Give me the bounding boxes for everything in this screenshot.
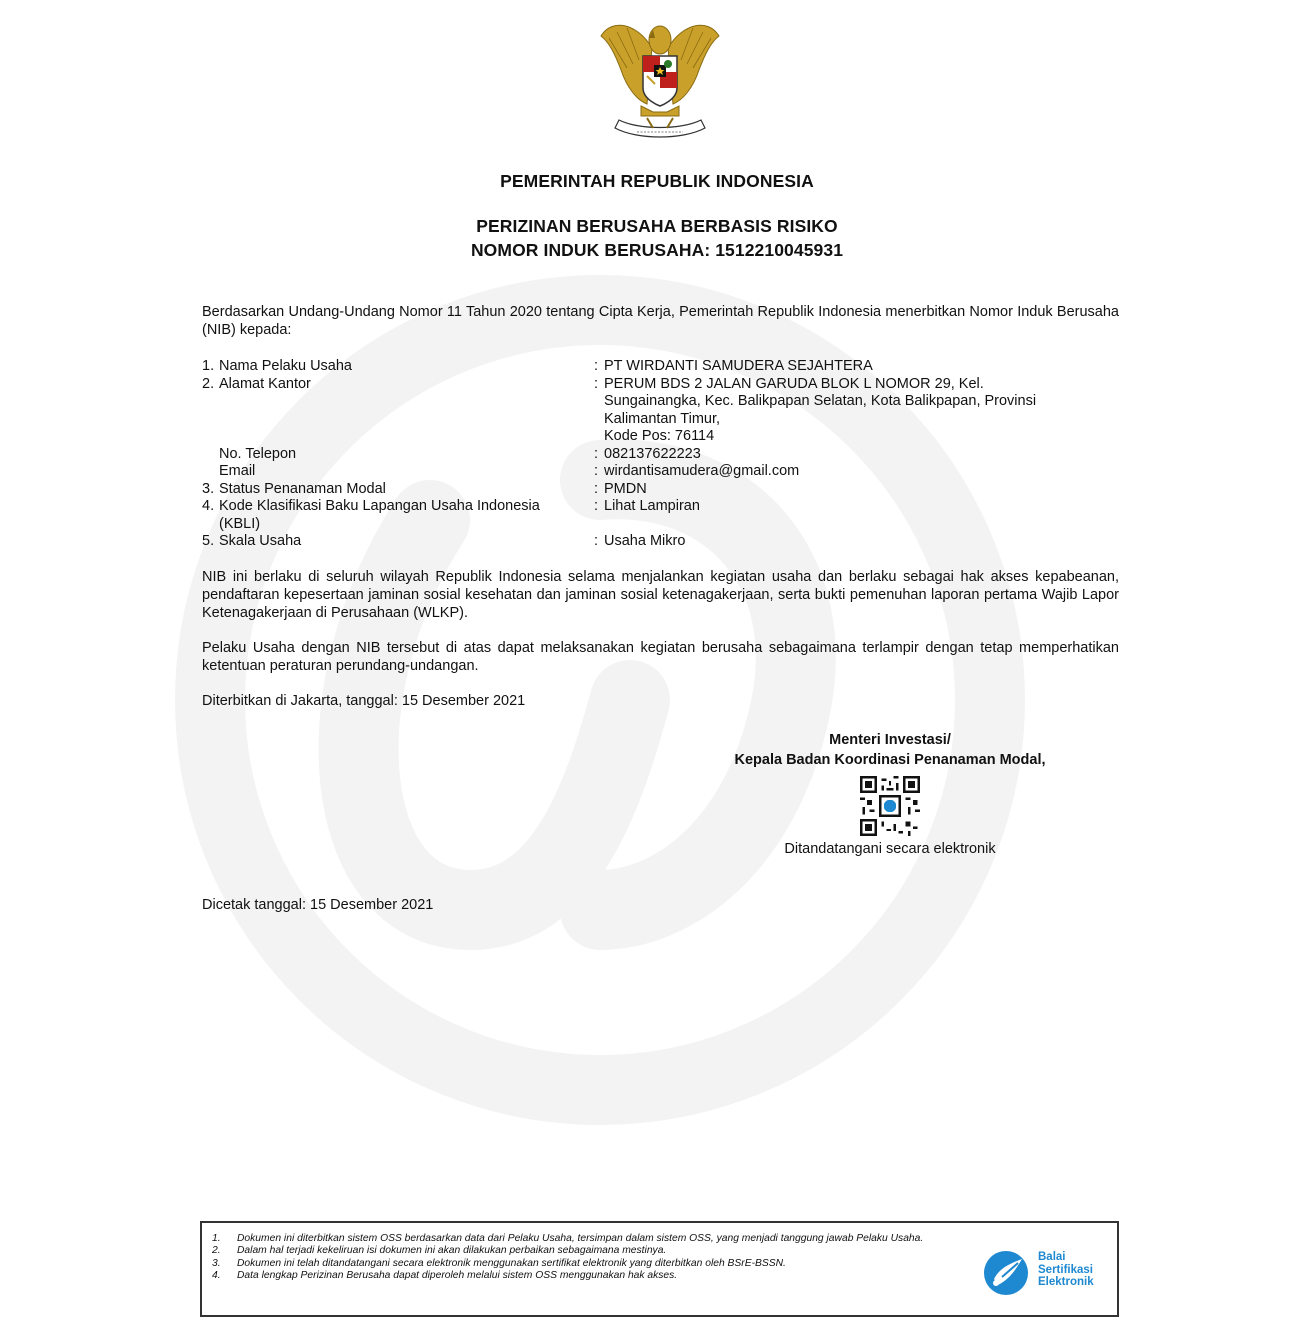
field-value: Usaha Mikro bbox=[604, 533, 686, 549]
obligation-paragraph: Pelaku Usaha dengan NIB tersebut di atas dapat melaksanakan kegiatan berusaha sebagaimana terlampir dengan tetap memperhatikan ketentuan peraturan perundang-undangan. bbox=[202, 640, 1119, 674]
field-label: Alamat Kantor bbox=[219, 375, 311, 392]
nib-number: NOMOR INDUK BERUSAHA: 1512210045931 bbox=[470, 240, 844, 260]
field-business-scale: 5. Skala Usaha : Usaha Mikro bbox=[202, 533, 1119, 551]
bsre-logo bbox=[982, 1249, 1112, 1299]
qr-code-icon bbox=[860, 776, 920, 836]
field-label: Kode Klasifikasi Baku Lapangan Usaha Indonesia (KBLI) bbox=[219, 498, 540, 532]
footer-note: 2. Dalam hal terjadi kekeliruan isi dokumen ini akan dilakukan perbaikan sebagaimana mestinya. bbox=[212, 1245, 667, 1257]
field-value: PMDN bbox=[604, 480, 647, 497]
footer-notes bbox=[212, 1233, 972, 1283]
footer-note: 1. Dokumen ini diterbitkan sistem OSS berdasarkan data dari Pelaku Usaha, tersimpan dalam sistem OSS, yang menjadi tanggung jawab Pelaku Usaha. bbox=[212, 1233, 924, 1244]
field-email: Email : wirdantisamudera@gmail.com bbox=[202, 463, 1119, 481]
signature-block bbox=[700, 730, 1080, 857]
printed-date: Dicetak tanggal: 15 Desember 2021 bbox=[202, 897, 434, 913]
validity-paragraph: NIB ini berlaku di seluruh wilayah Republik Indonesia selama menjalankan kegiatan usaha dan berlaku sebagai hak akses kepabeanan, pendaftaran kepesertaan jaminan sosial kesehatan dan jaminan sosial ketenagakerjaan, serta bukti pemenuhan laporan pertama Wajib Lapor Ketenagakerjaan di Perusahaan (WLKP). bbox=[202, 569, 1119, 621]
field-kbli: 4. Kode Klasifikasi Baku Lapangan Usaha Indonesia (KBLI) : Lihat Lampiran bbox=[202, 498, 1119, 533]
field-label: Nama Pelaku Usaha bbox=[219, 358, 352, 374]
signatory-title-2: Kepala Badan Koordinasi Penanaman Modal, bbox=[734, 752, 1046, 768]
bsre-logo-text: Balai Sertifikasi Elektronik bbox=[1038, 1251, 1094, 1288]
field-business-name: 1. Nama Pelaku Usaha : PT WIRDANTI SAMUDERA SEJAHTERA bbox=[202, 358, 1119, 376]
footer-note: 3. Dokumen ini telah ditandatangani secara elektronik menggunakan sertifikat elektronik yang diterbitkan oleh BSrE-BSSN. bbox=[212, 1257, 786, 1269]
issued-date: Diterbitkan di Jakarta, tanggal: 15 Desember 2021 bbox=[202, 693, 526, 709]
intro-paragraph: Berdasarkan Undang-Undang Nomor 11 Tahun 2020 tentang Cipta Kerja, Pemerintah Republik Indonesia menerbitkan Nomor Induk Berusaha (NIB) kepada: bbox=[202, 304, 1119, 338]
field-office-address: 2. Alamat Kantor : PERUM BDS 2 JALAN GARUDA BLOK L NOMOR 29, Kel. Sungainangka, Kec. Balikpapan Selatan, Kota Balikpapan, Provinsi Kalimantan Timur, Kode Pos: 76114 bbox=[202, 376, 1119, 446]
field-value: 082137622223 bbox=[604, 445, 701, 462]
field-label: No. Telepon bbox=[219, 445, 297, 462]
field-investment-status: 3. Status Penanaman Modal : PMDN bbox=[202, 481, 1119, 499]
field-label: Skala Usaha bbox=[219, 533, 302, 549]
field-value: wirdantisamudera@gmail.com bbox=[604, 463, 800, 479]
footer-notes-box bbox=[200, 1221, 1119, 1317]
field-phone: No. Telepon : 082137622223 bbox=[202, 446, 1119, 464]
field-label: Email bbox=[219, 463, 256, 479]
business-fields bbox=[202, 358, 1119, 551]
signatory-title-1: Menteri Investasi/ bbox=[829, 732, 951, 748]
government-title: PEMERINTAH REPUBLIK INDONESIA bbox=[500, 171, 814, 191]
garuda-pancasila-emblem bbox=[597, 8, 723, 148]
bsre-logo-icon bbox=[982, 1249, 1032, 1299]
field-value: Lihat Lampiran bbox=[604, 498, 700, 514]
document-title: PERIZINAN BERUSAHA BERBASIS RISIKO bbox=[476, 216, 838, 236]
field-value: PT WIRDANTI SAMUDERA SEJAHTERA bbox=[604, 358, 873, 374]
field-value: PERUM BDS 2 JALAN GARUDA BLOK L NOMOR 29, Kel. Sungainangka, Kec. Balikpapan Selatan, Kota Balikpapan, Provinsi Kalimantan Timur, Kode Pos: 76114 bbox=[604, 375, 1037, 444]
field-label: Status Penanaman Modal bbox=[219, 480, 386, 497]
electronic-signature-note: Ditandatangani secara elektronik bbox=[784, 841, 996, 857]
footer-note: 4. Data lengkap Perizinan Berusaha dapat diperoleh melalui sistem OSS menggunakan hak akses. bbox=[212, 1270, 678, 1282]
